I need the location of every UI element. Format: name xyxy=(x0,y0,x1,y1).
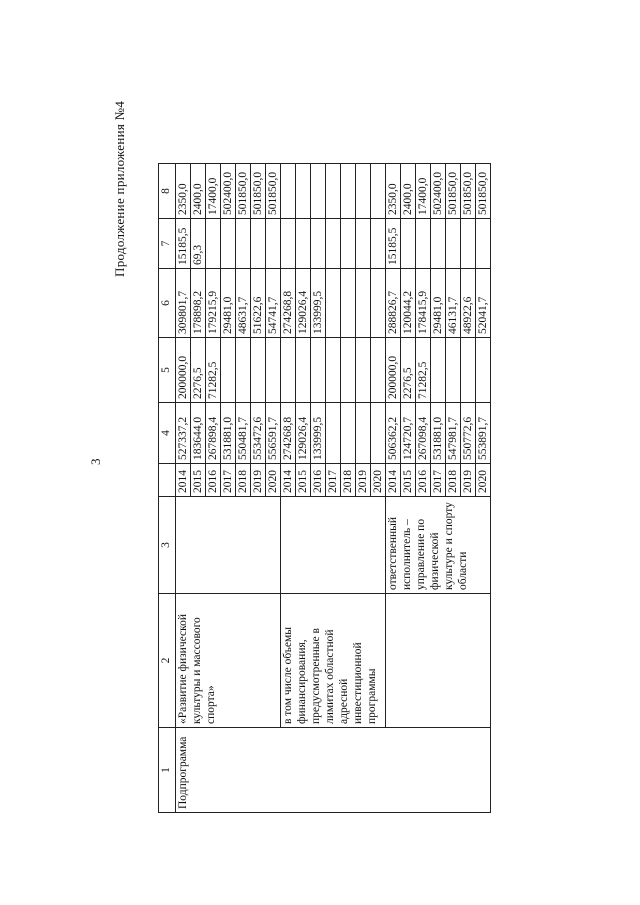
federal-cell xyxy=(326,338,341,403)
year-cell: 2014 xyxy=(386,464,401,497)
local-cell xyxy=(251,219,266,269)
federal-cell xyxy=(281,338,296,403)
extra-budget-cell: 2400,0 xyxy=(191,164,206,219)
block-name xyxy=(386,594,491,728)
local-cell xyxy=(236,219,251,269)
year-cell: 2017 xyxy=(326,464,341,497)
regional-cell: 29481,0 xyxy=(221,269,236,338)
extra-budget-cell: 501850,0 xyxy=(446,164,461,219)
total-cell: 183644,0 xyxy=(191,403,206,464)
extra-budget-cell: 501850,0 xyxy=(251,164,266,219)
regional-cell: 120044,2 xyxy=(401,269,416,338)
federal-cell xyxy=(461,338,476,403)
extra-budget-cell xyxy=(356,164,371,219)
local-cell xyxy=(281,219,296,269)
financing-table xyxy=(158,163,491,813)
year-cell: 2018 xyxy=(446,464,461,497)
local-cell: 69,3 xyxy=(191,219,206,269)
total-cell: 129026,4 xyxy=(296,403,311,464)
regional-cell xyxy=(341,269,356,338)
year-cell: 2015 xyxy=(191,464,206,497)
total-cell xyxy=(341,403,356,464)
local-cell xyxy=(371,219,386,269)
regional-cell: 133999,5 xyxy=(311,269,326,338)
total-cell: 267098,4 xyxy=(416,403,431,464)
local-cell: 15185,5 xyxy=(386,219,401,269)
year-cell: 2018 xyxy=(236,464,251,497)
federal-cell xyxy=(431,338,446,403)
year-cell: 2020 xyxy=(371,464,386,497)
total-cell: 274268,8 xyxy=(281,403,296,464)
extra-budget-cell: 502400,0 xyxy=(221,164,236,219)
total-cell: 547981,7 xyxy=(446,403,461,464)
regional-cell: 178898,2 xyxy=(191,269,206,338)
column-number-row xyxy=(159,164,176,813)
regional-cell: 309801,7 xyxy=(176,269,191,338)
federal-cell xyxy=(236,338,251,403)
local-cell xyxy=(326,219,341,269)
regional-cell xyxy=(326,269,341,338)
extra-budget-cell xyxy=(341,164,356,219)
federal-cell: 200000,0 xyxy=(176,338,191,403)
extra-budget-cell xyxy=(311,164,326,219)
column-header: 7 xyxy=(159,219,176,269)
table-row xyxy=(281,164,296,813)
local-cell xyxy=(476,219,491,269)
regional-cell xyxy=(371,269,386,338)
regional-cell: 29481,0 xyxy=(431,269,446,338)
total-cell: 267898,4 xyxy=(206,403,221,464)
year-cell: 2017 xyxy=(431,464,446,497)
executor-cell xyxy=(281,497,386,594)
extra-budget-cell: 17400,0 xyxy=(416,164,431,219)
year-cell: 2014 xyxy=(176,464,191,497)
total-cell xyxy=(371,403,386,464)
subprogram-label: Подпрограмма xyxy=(176,728,491,813)
local-cell xyxy=(311,219,326,269)
federal-cell: 71282,5 xyxy=(416,338,431,403)
column-header: 8 xyxy=(159,164,176,219)
year-cell: 2017 xyxy=(221,464,236,497)
local-cell xyxy=(206,219,221,269)
extra-budget-cell: 502400,0 xyxy=(431,164,446,219)
extra-budget-cell: 17400,0 xyxy=(206,164,221,219)
total-cell: 550772,6 xyxy=(461,403,476,464)
total-cell: 556591,7 xyxy=(266,403,281,464)
column-header: 1 xyxy=(159,728,176,813)
federal-cell xyxy=(266,338,281,403)
column-header: 5 xyxy=(159,338,176,403)
extra-budget-cell: 501850,0 xyxy=(476,164,491,219)
federal-cell xyxy=(311,338,326,403)
federal-cell xyxy=(446,338,461,403)
year-cell: 2020 xyxy=(476,464,491,497)
extra-budget-cell: 501850,0 xyxy=(266,164,281,219)
table-row xyxy=(386,164,401,813)
federal-cell xyxy=(476,338,491,403)
federal-cell xyxy=(251,338,266,403)
extra-budget-cell: 2350,0 xyxy=(386,164,401,219)
local-cell xyxy=(461,219,476,269)
local-cell xyxy=(431,219,446,269)
federal-cell: 200000,0 xyxy=(386,338,401,403)
extra-budget-cell xyxy=(371,164,386,219)
year-cell: 2016 xyxy=(311,464,326,497)
local-cell xyxy=(446,219,461,269)
extra-budget-cell: 501850,0 xyxy=(461,164,476,219)
year-cell: 2020 xyxy=(266,464,281,497)
year-cell: 2014 xyxy=(281,464,296,497)
regional-cell xyxy=(356,269,371,338)
year-cell: 2015 xyxy=(401,464,416,497)
column-header: 2 xyxy=(159,594,176,728)
local-cell xyxy=(356,219,371,269)
federal-cell xyxy=(221,338,236,403)
regional-cell: 274268,8 xyxy=(281,269,296,338)
regional-cell: 179215,9 xyxy=(206,269,221,338)
local-cell: 15185,5 xyxy=(176,219,191,269)
year-header-spacer xyxy=(159,464,176,497)
federal-cell xyxy=(296,338,311,403)
regional-cell: 48631,7 xyxy=(236,269,251,338)
column-header: 3 xyxy=(159,497,176,594)
year-cell: 2015 xyxy=(296,464,311,497)
total-cell: 527337,2 xyxy=(176,403,191,464)
federal-cell xyxy=(371,338,386,403)
local-cell xyxy=(266,219,281,269)
total-cell xyxy=(356,403,371,464)
column-header: 6 xyxy=(159,269,176,338)
year-cell: 2018 xyxy=(341,464,356,497)
federal-cell: 71282,5 xyxy=(206,338,221,403)
total-cell: 531881,0 xyxy=(221,403,236,464)
appendix-title: Продолжение приложения №4 xyxy=(112,100,127,277)
total-cell: 133999,5 xyxy=(311,403,326,464)
extra-budget-cell xyxy=(281,164,296,219)
table-body xyxy=(176,164,491,813)
total-cell: 550481,7 xyxy=(236,403,251,464)
total-cell: 124720,7 xyxy=(401,403,416,464)
year-cell: 2019 xyxy=(251,464,266,497)
local-cell xyxy=(401,219,416,269)
extra-budget-cell xyxy=(326,164,341,219)
block-name: «Развитие физической культуры и массового спорта» xyxy=(176,594,281,728)
local-cell xyxy=(221,219,236,269)
federal-cell: 2276,5 xyxy=(191,338,206,403)
column-header: 4 xyxy=(159,403,176,464)
extra-budget-cell: 501850,0 xyxy=(236,164,251,219)
regional-cell: 46131,7 xyxy=(446,269,461,338)
total-cell: 531881,0 xyxy=(431,403,446,464)
year-cell: 2019 xyxy=(461,464,476,497)
extra-budget-cell: 2400,0 xyxy=(401,164,416,219)
local-cell xyxy=(296,219,311,269)
total-cell xyxy=(326,403,341,464)
year-cell: 2016 xyxy=(416,464,431,497)
total-cell: 553891,7 xyxy=(476,403,491,464)
block-name: в том числе объемы финансирования, предусмотренные в лимитах областной адресной инвестиционной программы xyxy=(281,594,386,728)
year-cell: 2016 xyxy=(206,464,221,497)
extra-budget-cell: 2350,0 xyxy=(176,164,191,219)
federal-cell xyxy=(341,338,356,403)
regional-cell: 48922,6 xyxy=(461,269,476,338)
regional-cell: 178415,9 xyxy=(416,269,431,338)
extra-budget-cell xyxy=(296,164,311,219)
federal-cell: 2276,5 xyxy=(401,338,416,403)
total-cell: 506362,2 xyxy=(386,403,401,464)
table-row xyxy=(176,164,191,813)
regional-cell: 51622,6 xyxy=(251,269,266,338)
year-cell: 2019 xyxy=(356,464,371,497)
federal-cell xyxy=(356,338,371,403)
executor-cell: ответственный исполнитель – управление по физической культуре и спорту области xyxy=(386,497,491,594)
executor-cell xyxy=(176,497,281,594)
local-cell xyxy=(341,219,356,269)
page-number: 3 xyxy=(88,458,103,465)
local-cell xyxy=(416,219,431,269)
regional-cell: 129026,4 xyxy=(296,269,311,338)
total-cell: 553472,6 xyxy=(251,403,266,464)
regional-cell: 52041,7 xyxy=(476,269,491,338)
regional-cell: 54741,7 xyxy=(266,269,281,338)
regional-cell: 288826,7 xyxy=(386,269,401,338)
